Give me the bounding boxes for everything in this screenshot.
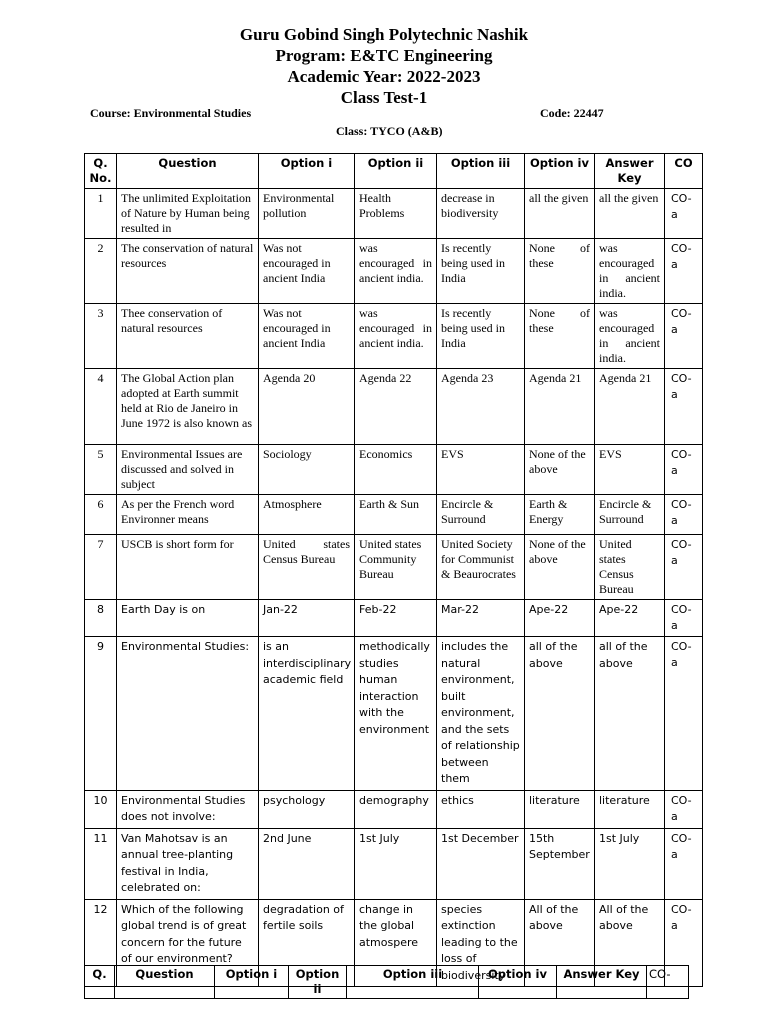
table-row bbox=[85, 828, 703, 899]
cell-question: The Global Action plan adopted at Earth summit held at Rio de Janeiro in June 1972 is also known as bbox=[117, 369, 259, 445]
cell-option-ii: Economics bbox=[355, 445, 437, 495]
table2-header-row bbox=[85, 966, 689, 999]
cell-option-i: Agenda 20 bbox=[259, 369, 355, 445]
cell-option-iv: None of the above bbox=[525, 535, 595, 600]
cell-co: CO-a bbox=[665, 637, 703, 791]
cell-question: Earth Day is on bbox=[117, 600, 259, 637]
t2-header-option-iv: Option iv bbox=[479, 966, 557, 999]
cell-qno: 3 bbox=[85, 304, 117, 369]
cell-qno: 2 bbox=[85, 239, 117, 304]
cell-option-iv: Earth & Energy bbox=[525, 495, 595, 535]
cell-option-i: 2nd June bbox=[259, 828, 355, 899]
cell-question: Thee conservation of natural resources bbox=[117, 304, 259, 369]
cell-option-iii: Is recently being used in India bbox=[437, 239, 525, 304]
header-option-i: Option i bbox=[259, 154, 355, 189]
cell-option-ii: was encouraged in ancient india. bbox=[355, 304, 437, 369]
cell-option-i: Environmental pollution bbox=[259, 189, 355, 239]
cell-qno: 8 bbox=[85, 600, 117, 637]
table-row bbox=[85, 445, 703, 495]
cell-qno: 4 bbox=[85, 369, 117, 445]
academic-year: Academic Year: 2022-2023 bbox=[287, 67, 481, 86]
cell-answer-key: Ape-22 bbox=[595, 600, 665, 637]
header-option-iii: Option iii bbox=[437, 154, 525, 189]
cell-option-iii: Is recently being used in India bbox=[437, 304, 525, 369]
cell-qno: 10 bbox=[85, 790, 117, 828]
cell-option-i: Was not encouraged in ancient India bbox=[259, 304, 355, 369]
cell-co: CO-a bbox=[665, 828, 703, 899]
class-label: Class: TYCO (A&B) bbox=[336, 124, 443, 138]
t2-header-question: Question bbox=[115, 966, 215, 999]
cell-answer-key: was encouraged in ancient india. bbox=[595, 239, 665, 304]
header-answer-key: Answer Key bbox=[595, 154, 665, 189]
cell-option-ii: change in the global atmospere bbox=[355, 899, 437, 987]
cell-option-iii: United Society for Communist & Beaurocrates bbox=[437, 535, 525, 600]
cell-question: USCB is short form for bbox=[117, 535, 259, 600]
cell-qno: 9 bbox=[85, 637, 117, 791]
cell-option-iii: EVS bbox=[437, 445, 525, 495]
cell-co: CO-a bbox=[665, 600, 703, 637]
cell-option-ii: Earth & Sun bbox=[355, 495, 437, 535]
cell-co: CO-a bbox=[665, 899, 703, 987]
cell-co: CO-a bbox=[665, 445, 703, 495]
cell-option-iv: None of the above bbox=[525, 445, 595, 495]
cell-answer-key: literature bbox=[595, 790, 665, 828]
cell-question: The conservation of natural resources bbox=[117, 239, 259, 304]
cell-option-ii: United states Community Bureau bbox=[355, 535, 437, 600]
table-row bbox=[85, 637, 703, 791]
cell-qno: 6 bbox=[85, 495, 117, 535]
t2-header-co: CO- bbox=[647, 966, 689, 999]
cell-option-ii: demography bbox=[355, 790, 437, 828]
course-label: Course: Environmental Studies bbox=[90, 106, 252, 120]
cell-option-iv: all the given bbox=[525, 189, 595, 239]
table-row bbox=[85, 239, 703, 304]
cell-option-i: psychology bbox=[259, 790, 355, 828]
cell-answer-key: EVS bbox=[595, 445, 665, 495]
cell-qno: 12 bbox=[85, 899, 117, 987]
cell-answer-key: Encircle & Surround bbox=[595, 495, 665, 535]
cell-option-i: Was not encouraged in ancient India bbox=[259, 239, 355, 304]
cell-option-iii: includes the natural environment, built environment, and the sets of relationship between them bbox=[437, 637, 525, 791]
cell-option-i: United states Census Bureau bbox=[259, 535, 355, 600]
institute-title: Guru Gobind Singh Polytechnic Nashik bbox=[239, 25, 529, 44]
cell-option-iii: species extinction leading to the loss of biodiversity bbox=[437, 899, 525, 987]
cell-option-i: is an interdisciplinary academic field bbox=[259, 637, 355, 791]
cell-option-iii: 1st December bbox=[437, 828, 525, 899]
header-co: CO bbox=[665, 154, 703, 189]
cell-option-iii: Agenda 23 bbox=[437, 369, 525, 445]
cell-option-i: Sociology bbox=[259, 445, 355, 495]
cell-answer-key: All of the above bbox=[595, 899, 665, 987]
table-row bbox=[85, 790, 703, 828]
cell-co: CO-a bbox=[665, 495, 703, 535]
test-title: Class Test-1 bbox=[340, 88, 428, 107]
cell-question: Van Mahotsav is an annual tree-planting festival in India, celebrated on: bbox=[117, 828, 259, 899]
cell-option-iv: all of the above bbox=[525, 637, 595, 791]
questions-table-2-header bbox=[84, 965, 689, 999]
table-row bbox=[85, 495, 703, 535]
cell-question: Which of the following global trend is of great concern for the future of our environment? bbox=[117, 899, 259, 987]
cell-option-ii: Health Problems bbox=[355, 189, 437, 239]
cell-option-iv: 15th September bbox=[525, 828, 595, 899]
table-row bbox=[85, 600, 703, 637]
header-qno: Q. No. bbox=[85, 154, 117, 189]
cell-co: CO-a bbox=[665, 189, 703, 239]
cell-co: CO-a bbox=[665, 239, 703, 304]
cell-option-i: degradation of fertile soils bbox=[259, 899, 355, 987]
cell-option-ii: Feb-22 bbox=[355, 600, 437, 637]
table-header-row bbox=[85, 154, 703, 189]
t2-header-option-iii: Option iii bbox=[347, 966, 479, 999]
cell-qno: 11 bbox=[85, 828, 117, 899]
cell-option-ii: 1st July bbox=[355, 828, 437, 899]
cell-answer-key: United states Census Bureau bbox=[595, 535, 665, 600]
questions-table bbox=[84, 153, 703, 987]
cell-option-iii: ethics bbox=[437, 790, 525, 828]
cell-answer-key: Agenda 21 bbox=[595, 369, 665, 445]
cell-answer-key: was encouraged in ancient india. bbox=[595, 304, 665, 369]
cell-option-i: Atmosphere bbox=[259, 495, 355, 535]
cell-option-ii: Agenda 22 bbox=[355, 369, 437, 445]
cell-option-iii: Mar-22 bbox=[437, 600, 525, 637]
cell-question: The unlimited Exploitation of Nature by Human being resulted in bbox=[117, 189, 259, 239]
cell-answer-key: all the given bbox=[595, 189, 665, 239]
cell-option-iv: All of the above bbox=[525, 899, 595, 987]
cell-option-i: Jan-22 bbox=[259, 600, 355, 637]
t2-header-qno: Q. bbox=[85, 966, 115, 999]
cell-question: Environmental Studies does not involve: bbox=[117, 790, 259, 828]
header-question: Question bbox=[117, 154, 259, 189]
t2-header-option-ii: Option ii bbox=[289, 966, 347, 999]
cell-qno: 7 bbox=[85, 535, 117, 600]
cell-co: CO-a bbox=[665, 369, 703, 445]
cell-qno: 1 bbox=[85, 189, 117, 239]
course-code: Code: 22447 bbox=[540, 106, 604, 120]
cell-answer-key: all of the above bbox=[595, 637, 665, 791]
cell-co: CO-a bbox=[665, 535, 703, 600]
t2-header-option-i: Option i bbox=[215, 966, 289, 999]
cell-option-iii: decrease in biodiversity bbox=[437, 189, 525, 239]
cell-option-iv: literature bbox=[525, 790, 595, 828]
cell-question: Environmental Studies: bbox=[117, 637, 259, 791]
table-row bbox=[85, 535, 703, 600]
t2-header-answer-key: Answer Key bbox=[557, 966, 647, 999]
cell-option-ii: methodically studies human interaction with the environment bbox=[355, 637, 437, 791]
cell-question: Environmental Issues are discussed and solved in subject bbox=[117, 445, 259, 495]
table-row bbox=[85, 369, 703, 445]
cell-option-iv: None of these bbox=[525, 304, 595, 369]
cell-option-iv: Ape-22 bbox=[525, 600, 595, 637]
cell-answer-key: 1st July bbox=[595, 828, 665, 899]
cell-option-iv: Agenda 21 bbox=[525, 369, 595, 445]
cell-qno: 5 bbox=[85, 445, 117, 495]
cell-option-iii: Encircle & Surround bbox=[437, 495, 525, 535]
table-row bbox=[85, 304, 703, 369]
cell-co: CO-a bbox=[665, 790, 703, 828]
cell-co: CO-a bbox=[665, 304, 703, 369]
table-row bbox=[85, 189, 703, 239]
cell-option-iv: None of these bbox=[525, 239, 595, 304]
header-option-ii: Option ii bbox=[355, 154, 437, 189]
program-title: Program: E&TC Engineering bbox=[275, 46, 493, 65]
header-option-iv: Option iv bbox=[525, 154, 595, 189]
cell-option-ii: was encouraged in ancient india. bbox=[355, 239, 437, 304]
cell-question: As per the French word Environner means bbox=[117, 495, 259, 535]
